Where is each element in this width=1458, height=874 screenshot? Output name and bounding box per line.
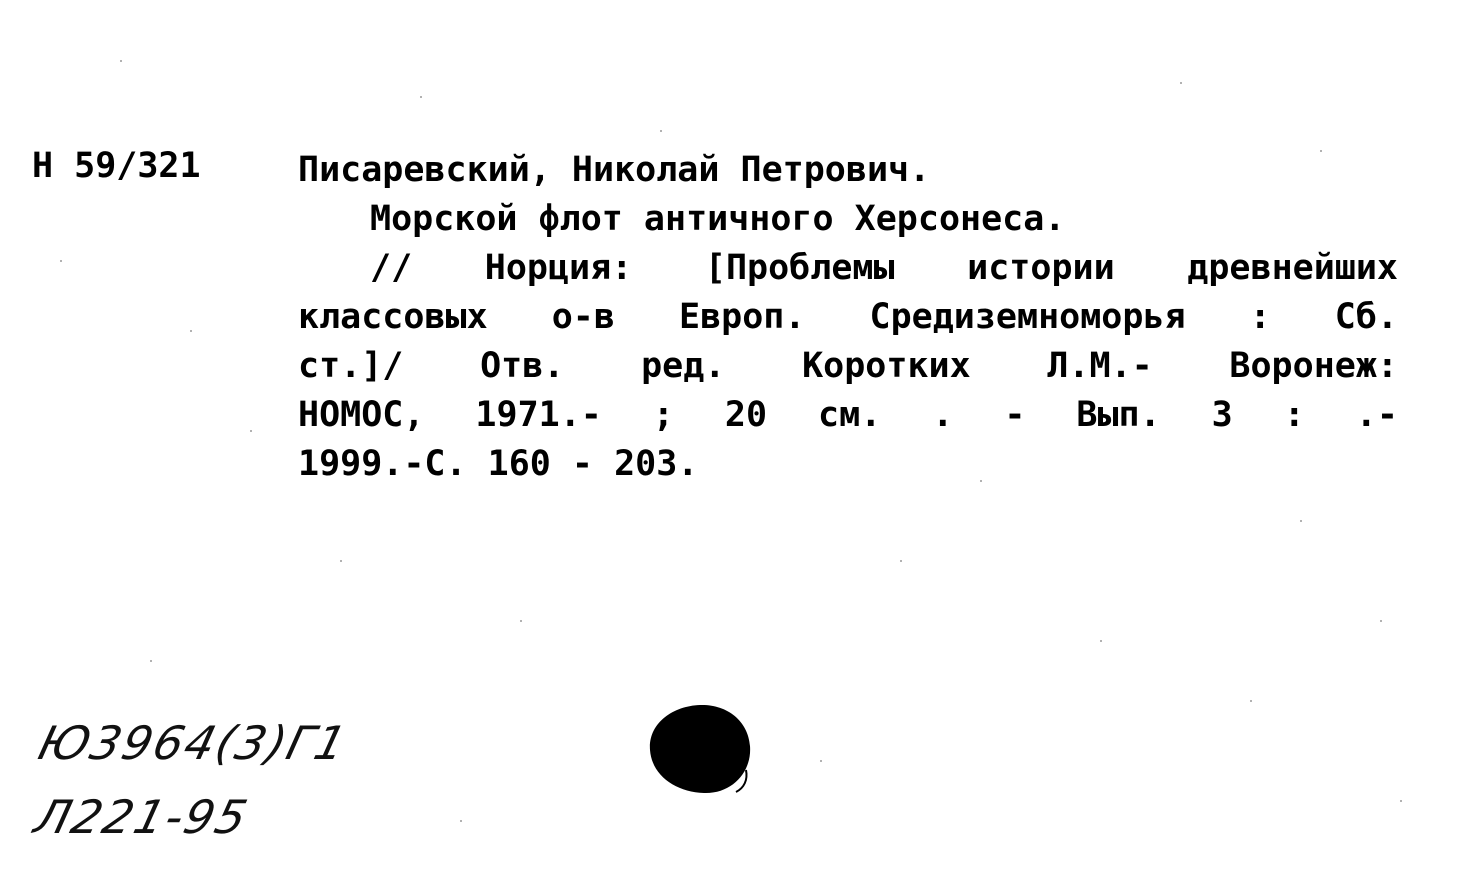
source-line-1: // Норция: [Проблемы истории древнейших	[370, 248, 1398, 288]
source-line-4: НОМОС, 1971.- ; 20 см. . - Вып. 3 : .-	[298, 395, 1398, 435]
handwritten-call-number: Ю3964(3)Г1	[33, 716, 354, 770]
shelf-mark: Н 59/321	[32, 146, 201, 186]
title: Морской флот античного Херсонеса.	[370, 199, 1066, 239]
source-line-3: ст.]/ Отв. ред. Коротких Л.М.- Воронеж:	[298, 346, 1398, 386]
source-line-2: классовых о-в Европ. Средиземноморья : Сб.	[298, 297, 1398, 337]
bibliographic-entry	[298, 146, 1398, 489]
handwritten-accession-number: Л221-95	[29, 790, 255, 844]
pages-line: 1999.-С. 160 - 203.	[298, 444, 699, 484]
author: Писаревский, Николай Петрович.	[298, 150, 931, 190]
punch-hole-icon	[648, 702, 754, 796]
